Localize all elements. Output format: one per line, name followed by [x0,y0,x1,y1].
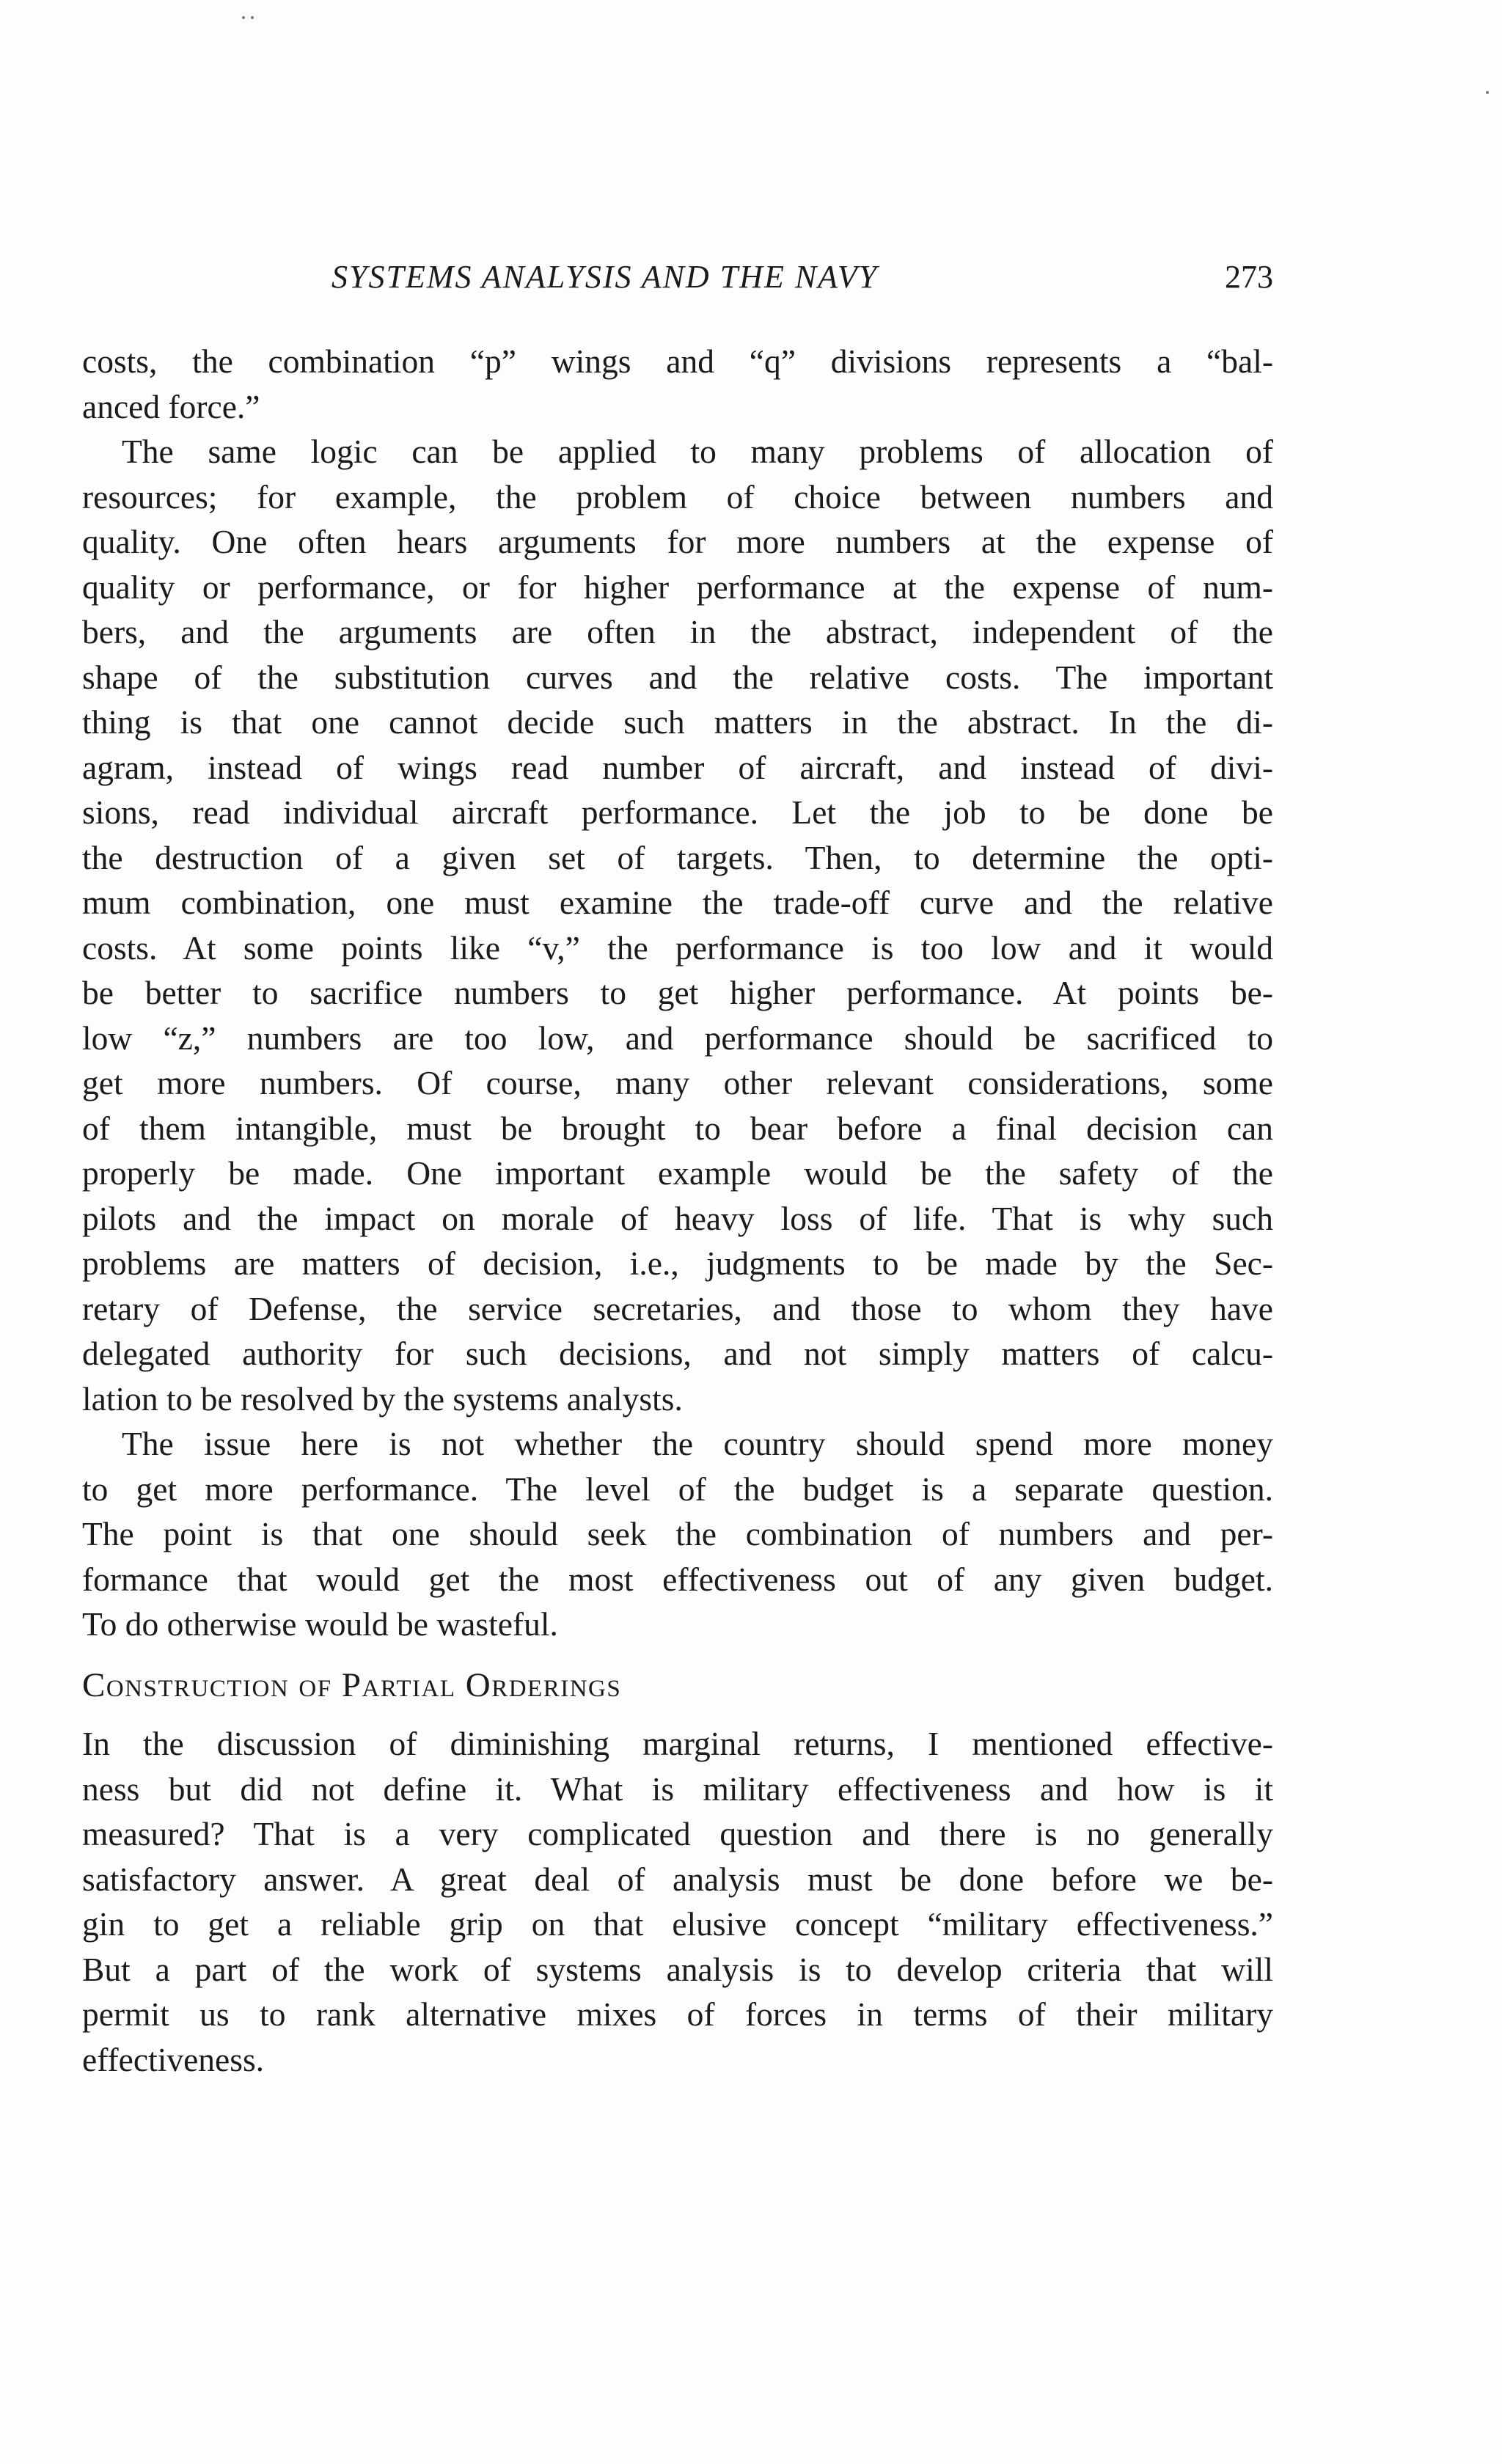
text-line: thing is that one cannot decide such matters in the abstract. In the di- [82,703,1273,741]
text-line: properly be made. One important example would be the safety of the [82,1154,1273,1192]
text-line: retary of Defense, the service secretaries, and those to whom they have [82,1289,1273,1327]
text-line: ness but did not define it. What is military effectiveness and how is it [82,1770,1273,1808]
text-line: But a part of the work of systems analysis is to develop criteria that will [82,1950,1273,1988]
text-line: costs, the combination “p” wings and “q” divisions represents a “bal- [82,342,1273,380]
scan-speck [1486,91,1489,94]
text-line: satisfactory answer. A great deal of analysis must be done before we be- [82,1860,1273,1898]
body-text [82,339,1273,2082]
text-line: The issue here is not whether the country should spend more money [122,1425,1273,1462]
text-line: formance that would get the most effectiveness out of any given budget. [82,1560,1273,1598]
text-line: lation to be resolved by the systems analysts. [82,1379,683,1418]
text-line: quality. One often hears arguments for more numbers at the expense of [82,523,1273,560]
text-line: gin to get a reliable grip on that elusive concept “military effectiveness.” [82,1905,1273,1943]
running-head [82,258,1273,302]
scan-speck [242,16,245,19]
text-line: problems are matters of decision, i.e., judgments to be made by the Sec- [82,1244,1273,1282]
paragraph [82,339,1273,429]
page-number: 273 [1225,259,1273,295]
text-line: low “z,” numbers are too low, and performance should be sacrificed to [82,1019,1273,1057]
text-line: sions, read individual aircraft performance. Let the job to be done be [82,793,1273,831]
text-line: bers, and the arguments are often in the abstract, independent of the [82,613,1273,650]
paragraph [82,429,1273,1421]
paragraph [82,1721,1273,2082]
text-line: measured? That is a very complicated question and there is no generally [82,1815,1273,1852]
text-line: agram, instead of wings read number of aircraft, and instead of divi- [82,748,1273,786]
text-line: get more numbers. Of course, many other relevant considerations, some [82,1064,1273,1101]
text-line: quality or performance, or for higher performance at the expense of num- [82,568,1273,606]
text-line: The point is that one should seek the combination of numbers and per- [82,1515,1273,1552]
text-line: pilots and the impact on morale of heavy loss of life. That is why such [82,1199,1273,1237]
text-line: to get more performance. The level of the budget is a separate question. [82,1470,1273,1508]
text-line: the destruction of a given set of targets. Then, to determine the opti- [82,838,1273,876]
text-line: resources; for example, the problem of choice between numbers and [82,477,1273,516]
text-line: be better to sacrifice numbers to get higher performance. At points be- [82,974,1273,1011]
scan-speck [251,16,254,19]
paragraph [82,1421,1273,1647]
text-line: of them intangible, must be brought to bear before a final decision can [82,1109,1273,1147]
text-line: mum combination, one must examine the trade-off curve and the relative [82,884,1273,921]
text-line: delegated authority for such decisions, and not simply matters of calcu- [82,1335,1273,1372]
text-line: anced force.” [82,387,260,425]
text-line: costs. At some points like “v,” the performance is too low and it would [82,928,1273,967]
text-line: In the discussion of diminishing marginal returns, I mentioned effective- [82,1725,1273,1762]
text-line: The same logic can be applied to many problems of allocation of [122,433,1273,470]
section-heading: Construction of Partial Orderings [82,1665,622,1704]
text-line: shape of the substitution curves and the relative costs. The important [82,658,1273,696]
text-line: To do otherwise would be wasteful. [82,1605,558,1643]
running-title: SYSTEMS ANALYSIS AND THE NAVY [331,259,879,295]
text-line: permit us to rank alternative mixes of forces in terms of their military [82,1995,1273,2033]
text-line: effectiveness. [82,2040,265,2078]
